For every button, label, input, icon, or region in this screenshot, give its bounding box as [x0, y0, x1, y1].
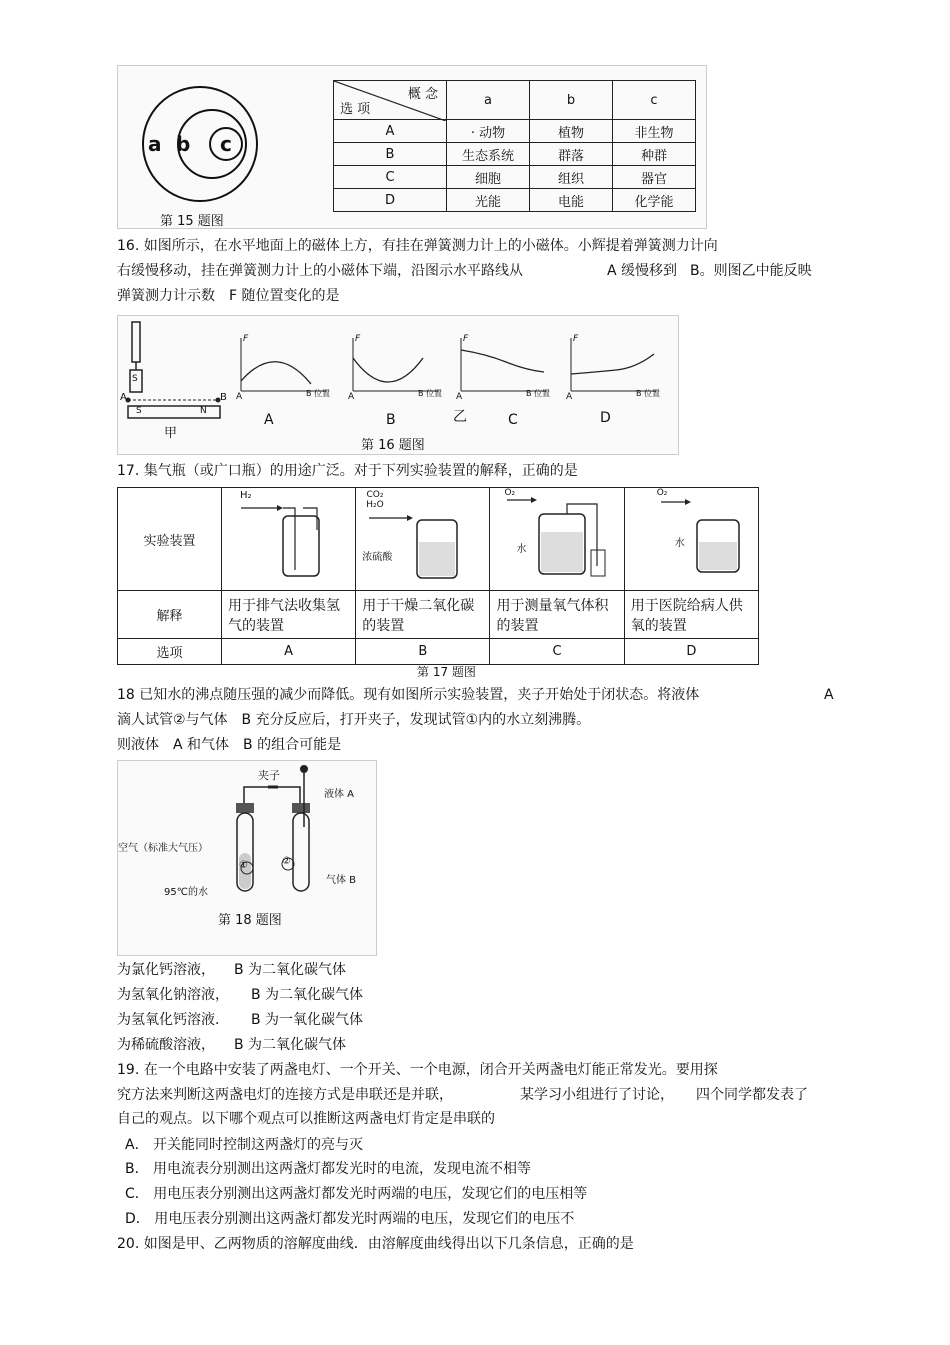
- option-b: B: [356, 639, 490, 665]
- table-cell: 细胞: [447, 166, 530, 189]
- graph-a-label: A: [264, 412, 274, 428]
- q18-choice-4b: B 为二氧化碳气体: [234, 1037, 347, 1053]
- gas-bottle-d: [631, 490, 751, 584]
- tube-1-label: ①: [239, 860, 248, 871]
- table-cell: 组织: [530, 166, 613, 189]
- q15-header-top: 概 念: [407, 87, 438, 102]
- circle-label-b: b: [176, 132, 191, 156]
- circle-label-a: a: [148, 132, 162, 156]
- graph-d-f: F: [573, 334, 579, 344]
- q19-line3: 自己的观点。以下哪个观点可以推断这两盏电灯肯定是串联的: [117, 1111, 495, 1127]
- graph-d: [566, 336, 661, 396]
- option-c: C: [490, 639, 624, 665]
- gas-b-label: 气体 B: [326, 875, 357, 886]
- magnet-label-s-top: S: [132, 374, 138, 384]
- table-cell: 器官: [613, 166, 696, 189]
- inner-label-c: 水: [516, 544, 527, 555]
- apparatus-c: [490, 488, 624, 591]
- graph-d-origin: A: [566, 392, 573, 402]
- inner-label-b: 浓硫酸: [362, 552, 393, 563]
- q17-line1: 17. 集气瓶（或广口瓶）的用途广泛。对于下列实验装置的解释，正确的是: [117, 463, 578, 479]
- gas-bottle-a: [229, 490, 349, 584]
- q15-figure: [117, 65, 707, 229]
- graph-a-origin: A: [236, 392, 243, 402]
- q19-option-d: D． 用电压表分别测出这两盏灯都发光时两端的电压，发现它们的电压不: [125, 1211, 575, 1227]
- point-a-label: A: [120, 392, 127, 403]
- graph-a-f: F: [243, 334, 249, 344]
- fig-yi-label: 乙: [453, 409, 467, 425]
- q20-line1: 20. 如图是甲、乙两物质的溶解度曲线．由溶解度曲线得出以下几条信息，正确的是: [117, 1236, 634, 1252]
- apparatus-b: [356, 488, 490, 591]
- q16-line2c: B。则图乙中能反映: [690, 263, 812, 279]
- q15-col-a: a: [447, 81, 530, 120]
- apparatus-d: [624, 488, 758, 591]
- tube-2-label: ②: [282, 856, 291, 867]
- q19-line1: 19. 在一个电路中安装了两盏电灯、一个开关、一个电源，闭合开关两盏电灯能正常发光。要用探: [117, 1062, 718, 1078]
- row-option: B: [334, 143, 447, 166]
- q19-option-b: B． 用电流表分别测出这两盏灯都发光时的电流，发现电流不相等: [125, 1161, 532, 1177]
- row-option: C: [334, 166, 447, 189]
- q18-choice-3b: B 为一氧化碳气体: [251, 1012, 364, 1028]
- graph-b-label: B: [386, 412, 396, 428]
- q18-choice-4a: 为稀硫酸溶液，: [117, 1037, 215, 1053]
- fig-jia-label: 甲: [164, 426, 178, 441]
- q19-line2c: 四个同学都发表了: [696, 1087, 808, 1103]
- table-row: [334, 120, 696, 143]
- table-cell: 植物: [530, 120, 613, 143]
- inner-label-d: 水: [674, 538, 685, 549]
- q17-caption: 第 17 题图: [417, 665, 476, 677]
- water-label: 95℃的水: [164, 887, 208, 898]
- table-cell: 种群: [613, 143, 696, 166]
- q15-col-c: c: [613, 81, 696, 120]
- q18-choice-2b: B 为二氧化碳气体: [251, 987, 364, 1003]
- graph-b-xlabel: B 位置: [418, 389, 443, 398]
- explain-b: 用于干燥二氧化碳的装置: [356, 591, 490, 639]
- row-option: D: [334, 189, 447, 212]
- table-cell: · 动物: [447, 120, 530, 143]
- graph-c-f: F: [463, 334, 469, 344]
- q18-caption: 第 18 题图: [218, 913, 282, 928]
- q18-line1b: A: [824, 687, 834, 703]
- point-b-label: B: [220, 392, 227, 403]
- q15-col-b: b: [530, 81, 613, 120]
- table-row: [334, 166, 696, 189]
- magnet-label-n: N: [200, 406, 207, 416]
- graph-d-label: D: [600, 410, 611, 426]
- air-label: 空气（标准大气压）: [118, 843, 208, 854]
- q17-row-label-apparatus: 实验装置: [118, 488, 222, 591]
- q17-row-label-explain: 解释: [118, 591, 222, 639]
- apparatus-a: [221, 488, 355, 591]
- table-row: [334, 189, 696, 212]
- q19-line2a: 究方法来判断这两盏电灯的连接方式是串联还是并联，: [117, 1087, 453, 1103]
- q16-line1: 16. 如图所示，在水平地面上的磁体上方，有挂在弹簧测力计上的小磁体。小辉提着弹簧测力计向: [117, 238, 718, 254]
- gas-label-a: H₂: [239, 490, 252, 501]
- q16-line3: 弹簧测力计示数 F 随位置变化的是: [117, 288, 340, 304]
- gas-label-d: O₂: [656, 488, 668, 498]
- clamp-label: 夹子: [258, 769, 280, 782]
- table-cell: 群落: [530, 143, 613, 166]
- q18-choice-1b: B 为二氧化碳气体: [234, 962, 347, 978]
- q15-header-cell: [334, 81, 447, 120]
- graph-c-origin: A: [456, 392, 463, 402]
- table-cell: 非生物: [613, 120, 696, 143]
- spring-magnet-apparatus: [118, 316, 228, 426]
- q18-choice-3a: 为氢氧化钙溶液.: [117, 1012, 220, 1028]
- q19-option-a: A． 开关能同时控制这两盏灯的亮与灭: [125, 1137, 364, 1153]
- graph-a-xlabel: B 位置: [306, 389, 331, 398]
- explain-c: 用于测量氧气体积的装置: [490, 591, 624, 639]
- gas-label-c: O₂: [504, 488, 516, 498]
- table-cell: 电能: [530, 189, 613, 212]
- q18-line3: 则液体 A 和气体 B 的组合可能是: [117, 737, 342, 753]
- graph-b-origin: A: [348, 392, 355, 402]
- option-d: D: [624, 639, 758, 665]
- q18-choice-1a: 为氯化钙溶液，: [117, 962, 215, 978]
- q17-figure: [117, 487, 762, 677]
- table-row: [334, 143, 696, 166]
- circle-label-c: c: [220, 132, 232, 156]
- q18-line2: 滴人试管②与气体 B 充分反应后，打开夹子，发现试管①内的水立刻沸腾。: [117, 712, 591, 728]
- magnet-label-s: S: [136, 406, 142, 416]
- graph-c-xlabel: B 位置: [526, 389, 551, 398]
- q15-caption: 第 15 题图: [160, 214, 224, 229]
- q16-line2a: 右缓慢移动，挂在弹簧测力计上的小磁体下端，沿图示水平路线从: [117, 263, 523, 279]
- q16-figure: [117, 315, 679, 455]
- table-cell: 生态系统: [447, 143, 530, 166]
- row-option: A: [334, 120, 447, 143]
- graph-b: [348, 336, 443, 396]
- explain-d: 用于医院给病人供氧的装置: [624, 591, 758, 639]
- q19-option-c: C． 用电压表分别测出这两盏灯都发光时两端的电压，发现它们的电压相等: [125, 1186, 588, 1202]
- option-a: A: [221, 639, 355, 665]
- graph-c: [456, 336, 551, 396]
- q15-table: [333, 80, 696, 212]
- q15-header-left: 选 项: [340, 102, 371, 117]
- q19-line2b: 某学习小组进行了讨论，: [520, 1087, 674, 1103]
- q18-line1a: 18 已知水的沸点随压强的减少而降低。现有如图所示实验装置，夹子开始处于闭状态。将液体: [117, 687, 700, 703]
- gas-bottle-c: [497, 490, 617, 584]
- q16-line2b: A 缓慢移到: [607, 263, 678, 279]
- explain-a: 用于排气法收集氢气的装置: [221, 591, 355, 639]
- q16-caption: 第 16 题图: [361, 438, 425, 453]
- table-cell: 光能: [447, 189, 530, 212]
- graph-b-f: F: [355, 334, 361, 344]
- q18-figure: [117, 760, 377, 956]
- table-cell: 化学能: [613, 189, 696, 212]
- graph-d-xlabel: B 位置: [636, 389, 661, 398]
- liquid-a-label: 液体 A: [324, 789, 355, 800]
- gas-label-b: CO₂ H₂O: [366, 490, 384, 510]
- q18-choice-2a: 为氢氧化钠溶液，: [117, 987, 229, 1003]
- q17-table: [117, 487, 759, 665]
- graph-c-label: C: [508, 412, 518, 428]
- q17-row-label-option: 选项: [118, 639, 222, 665]
- graph-a: [236, 336, 331, 396]
